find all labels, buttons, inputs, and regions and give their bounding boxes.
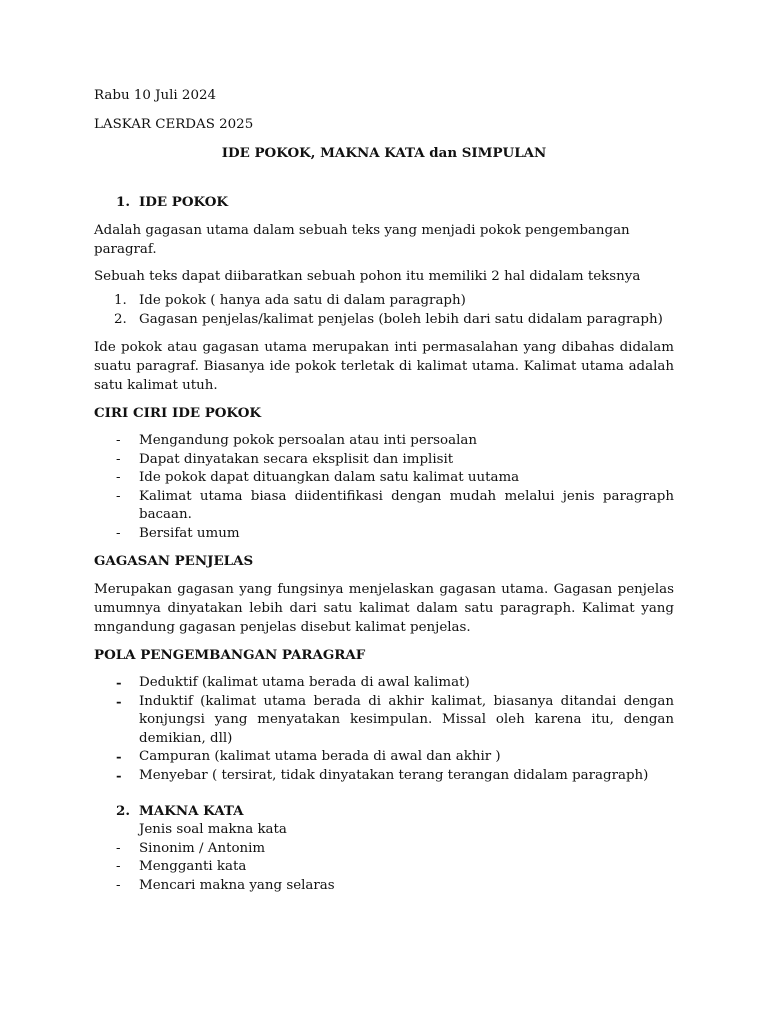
list-item: - Dapat dinyatakan secara eksplisit dan implisit	[116, 451, 454, 467]
section-2-title: MAKNA KATA	[139, 803, 244, 819]
section-1-number: 1.	[116, 194, 130, 210]
section-1-para-3: Ide pokok atau gagasan utama merupakan inti permasalahan yang dibahas didalam suatu paragraf. Biasanya ide pokok terletak di kalimat utama. Kalimat utama adalah satu kalimat utuh.	[94, 340, 674, 393]
pola-heading: POLA PENGEMBANGAN PARAGRAF	[94, 647, 366, 663]
list-item: 2. Gagasan penjelas/kalimat penjelas (boleh lebih dari satu didalam paragraph)	[114, 311, 663, 327]
pola-list	[94, 674, 674, 785]
list-item: - Mengganti kata	[116, 859, 247, 874]
list-item: - Deduktif (kalimat utama berada di awal kalimat)	[116, 675, 470, 691]
section-1-list	[94, 292, 674, 329]
org-line: LASKAR CERDAS 2025	[94, 117, 254, 132]
gagasan-heading: GAGASAN PENJELAS	[94, 553, 254, 569]
list-item: - Kalimat utama biasa diidentifikasi dengan mudah melalui jenis paragraph bacaan.	[116, 488, 674, 522]
document-title: IDE POKOK, MAKNA KATA dan SIMPULAN	[221, 145, 547, 161]
list-item: - Sinonim / Antonim	[116, 840, 266, 856]
list-item: - Menyebar ( tersirat, tidak dinyatakan terang terangan didalam paragraph)	[116, 767, 649, 784]
list-item: - Mencari makna yang selaras	[116, 877, 335, 893]
section-1-para-2: Sebuah teks dapat diibaratkan sebuah pohon itu memiliki 2 hal didalam teksnya	[94, 269, 641, 284]
section-2-list	[94, 840, 674, 896]
list-item: - Ide pokok dapat dituangkan dalam satu kalimat uutama	[116, 470, 520, 485]
section-1-title: IDE POKOK	[139, 194, 229, 210]
section-2-number: 2.	[116, 803, 130, 819]
list-item: 1. Ide pokok ( hanya ada satu di dalam paragraph)	[114, 293, 466, 308]
date-line: Rabu 10 Juli 2024	[94, 88, 217, 103]
section-2-heading	[94, 802, 674, 821]
document-page	[94, 86, 674, 895]
ciri-list	[94, 432, 674, 543]
list-item: - Induktif (kalimat utama berada di akhir kalimat, biasanya ditandai dengan konjungsi yang menyatakan kesimpulan. Missal oleh karena itu, dengan demikian, dll)	[116, 693, 674, 746]
list-item: - Campuran (kalimat utama berada di awal dan akhir )	[116, 749, 501, 765]
section-1-para-1: Adalah gagasan utama dalam sebuah teks yang menjadi pokok pengembangan paragraf.	[94, 223, 630, 257]
section-2-subtitle: Jenis soal makna kata	[139, 822, 287, 837]
section-1-heading	[94, 193, 674, 212]
ciri-heading: CIRI CIRI IDE POKOK	[94, 405, 262, 421]
list-item: - Mengandung pokok persoalan atau inti persoalan	[116, 433, 477, 448]
list-item: - Bersifat umum	[116, 525, 240, 541]
gagasan-para: Merupakan gagasan yang fungsinya menjelaskan gagasan utama. Gagasan penjelas umumnya dinyatakan lebih dari satu kalimat dalam satu paragraph. Kalimat yang mngandung gagasan penjelas disebut kalimat penjelas.	[94, 582, 674, 635]
